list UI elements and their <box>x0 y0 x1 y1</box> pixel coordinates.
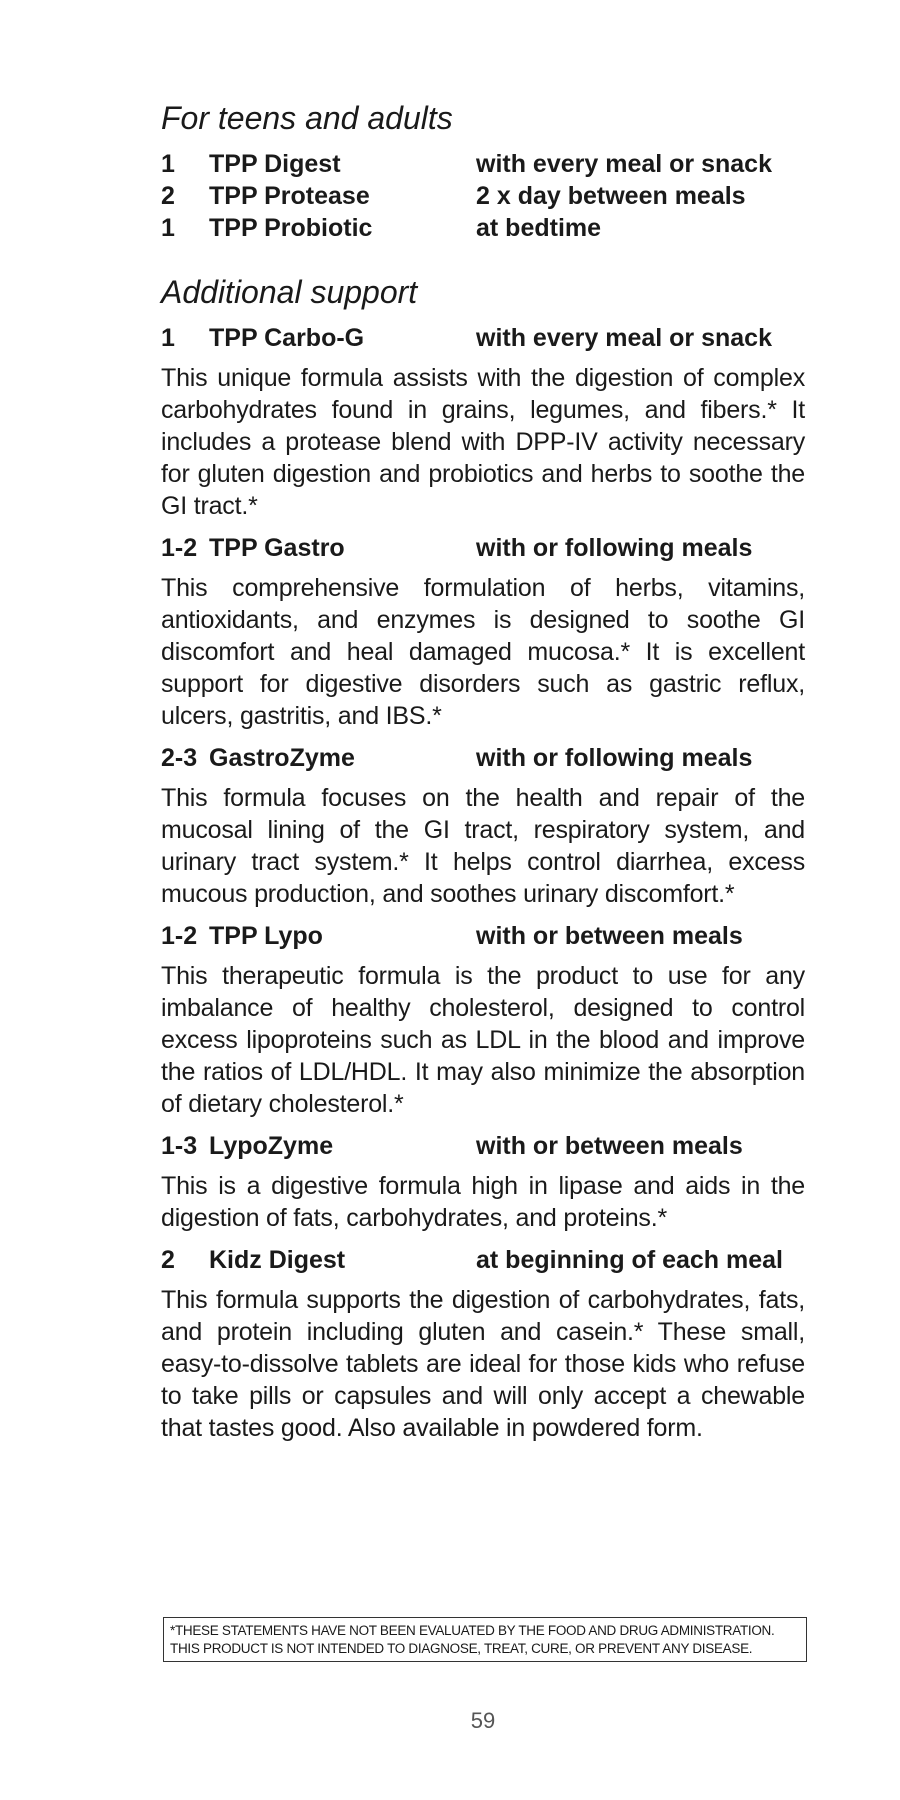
product-name: TPP Lypo <box>209 922 323 950</box>
product-dose: with every meal or snack <box>476 324 772 352</box>
product-qty: 1-3 <box>161 1132 198 1160</box>
regimen-dose: at bedtime <box>476 214 602 242</box>
fda-disclaimer-box <box>163 1617 807 1662</box>
regimen-qty: 2 <box>161 182 175 210</box>
disclaimer-line: THIS PRODUCT IS NOT INTENDED TO DIAGNOSE, TREAT, CURE, OR PREVENT ANY DISEASE. <box>170 1641 753 1656</box>
product-description: This unique formula assists with the digestion of complex carbohydrates found in grains, legumes, and fibers.* It includes a protease blend with DPP-IV activity necessary for gluten digestion and probiotics and herbs to soothe the GI tract.* <box>161 364 805 520</box>
product-qty: 2-3 <box>161 744 198 772</box>
product-dose: with or following meals <box>476 534 753 562</box>
product-qty: 1-2 <box>161 534 198 562</box>
product-header <box>161 532 805 564</box>
product-name: LypoZyme <box>209 1132 334 1160</box>
product-qty: 1-2 <box>161 922 198 950</box>
product-header <box>161 742 805 774</box>
product-entry <box>161 742 805 910</box>
product-name: Kidz Digest <box>209 1246 346 1274</box>
product-description: This comprehensive formulation of herbs, vitamins, antioxidants, and enzymes is designed to soothe GI discomfort and heal damaged mucosa.* It is excellent support for digestive disorders such as gastric reflux, ulcers, gastritis, and IBS.* <box>161 574 805 730</box>
product-dose: at beginning of each meal <box>476 1246 783 1274</box>
regimen-dose: 2 x day between meals <box>476 182 746 210</box>
page-number: 59 <box>470 1708 496 1733</box>
regimen-row <box>161 180 805 212</box>
regimen-product-name: TPP Digest <box>209 150 341 178</box>
product-description: This formula focuses on the health and repair of the mucosal lining of the GI tract, respiratory system, and urinary tract system.* It helps control diarrhea, excess mucous production, and soothes urinary discomfort.* <box>161 784 805 908</box>
regimen-qty: 1 <box>161 150 175 178</box>
product-entry <box>161 322 805 522</box>
regimen-qty: 1 <box>161 214 175 242</box>
product-dose: with or between meals <box>476 922 743 950</box>
product-dose: with or between meals <box>476 1132 743 1160</box>
product-name: GastroZyme <box>209 744 355 772</box>
product-description: This therapeutic formula is the product to use for any imbalance of healthy cholesterol, designed to control excess lipoproteins such as LDL in the blood and improve the ratios of LDL/HDL. It may also minimize the absorption of dietary cholesterol.* <box>161 962 805 1118</box>
product-qty: 2 <box>161 1246 175 1274</box>
product-header <box>161 1244 805 1276</box>
product-qty: 1 <box>161 324 175 352</box>
product-name: TPP Gastro <box>209 534 345 562</box>
product-name: TPP Carbo-G <box>209 324 365 352</box>
regimen-dose: with every meal or snack <box>476 150 772 178</box>
regimen-row <box>161 148 805 180</box>
regimen-list <box>161 148 805 244</box>
additional-support-title: Additional support <box>161 274 418 310</box>
regimen-product-name: TPP Probiotic <box>209 214 373 242</box>
disclaimer-line: *THESE STATEMENTS HAVE NOT BEEN EVALUATED BY THE FOOD AND DRUG ADMINISTRATION. <box>170 1623 775 1638</box>
page-content <box>161 96 805 1454</box>
regimen-row <box>161 212 805 244</box>
product-description: This is a digestive formula high in lipase and aids in the digestion of fats, carbohydrates, and proteins.* <box>161 1172 805 1232</box>
product-entry <box>161 1130 805 1234</box>
regimen-product-name: TPP Protease <box>209 182 370 210</box>
product-description: This formula supports the digestion of carbohydrates, fats, and protein including gluten and casein.* These small, easy-to-dissolve tablets are ideal for those kids who refuse to take pills or capsules and will only accept a chewable that tastes good. Also available in powdered form. <box>161 1286 805 1442</box>
product-entry <box>161 1244 805 1444</box>
product-header <box>161 1130 805 1162</box>
product-header <box>161 322 805 354</box>
product-header <box>161 920 805 952</box>
product-entry <box>161 920 805 1120</box>
product-entry <box>161 532 805 732</box>
regimen-title: For teens and adults <box>161 100 453 136</box>
product-dose: with or following meals <box>476 744 753 772</box>
